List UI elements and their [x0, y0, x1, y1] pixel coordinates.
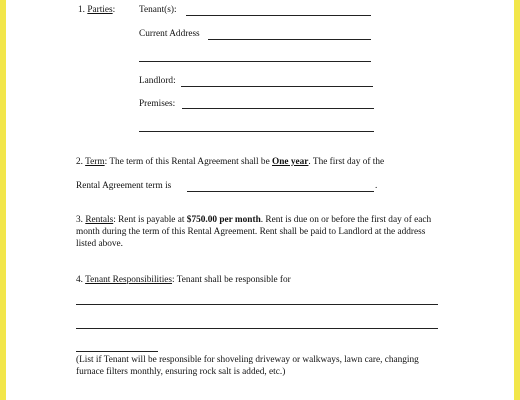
term-duration: One year — [272, 157, 309, 167]
section-number: 1. — [78, 5, 85, 15]
landlord-label: Landlord: — [139, 76, 176, 86]
section-title: Rentals — [85, 215, 114, 225]
section-title: Parties — [87, 5, 113, 15]
parties-heading — [78, 4, 115, 16]
section-number: 2. — [76, 157, 83, 167]
current-address-blank-line[interactable] — [208, 39, 371, 40]
premises-label: Premises: — [139, 99, 176, 109]
term-paragraph — [76, 156, 384, 168]
rentals-text: : Rent is payable at — [113, 215, 187, 225]
rental-agreement-page — [6, 0, 514, 400]
term-text-end: . The first day of the — [308, 157, 385, 167]
current-address-blank-line-2[interactable] — [139, 61, 371, 62]
current-address-label: Current Address — [139, 29, 200, 39]
section-title: Term — [85, 157, 105, 167]
premises-blank-line[interactable] — [182, 108, 374, 109]
tenant-responsibilities-text: : Tenant shall be responsible for — [172, 275, 291, 285]
term-text: : The term of this Rental Agreement shall be — [104, 157, 273, 167]
tenant-blank-line[interactable] — [186, 15, 371, 16]
section-number: 3. — [76, 215, 83, 225]
responsibilities-blank-line-1[interactable] — [76, 304, 438, 305]
responsibilities-note: (List if Tenant will be responsible for shoveling driveway or walkways, lawn care, changing furnace filters monthly, ensuring rock salt is added, etc.) — [76, 355, 419, 377]
rent-amount: $750.00 per month — [186, 215, 261, 225]
rentals-text-end: . Rent is due on or before the first day of each month during the term of this Rental Agreement. Rent shall be paid to Landlord at the address listed above. — [76, 215, 432, 249]
responsibilities-blank-line-3[interactable] — [76, 351, 158, 352]
premises-blank-line-2[interactable] — [139, 131, 374, 132]
responsibilities-blank-line-2[interactable] — [76, 328, 438, 329]
tenant-label: Tenant(s): — [139, 5, 177, 15]
section-title: Tenant Responsibilities — [85, 275, 173, 285]
tenant-responsibilities-heading — [76, 274, 291, 286]
section-number: 4. — [76, 275, 83, 285]
term-start-label: Rental Agreement term is — [76, 181, 172, 191]
landlord-blank-line[interactable] — [181, 86, 373, 87]
term-start-blank-line[interactable] — [187, 191, 374, 192]
section-colon: : — [112, 5, 116, 15]
rentals-paragraph — [76, 214, 446, 250]
term-start-period: . — [375, 181, 378, 191]
